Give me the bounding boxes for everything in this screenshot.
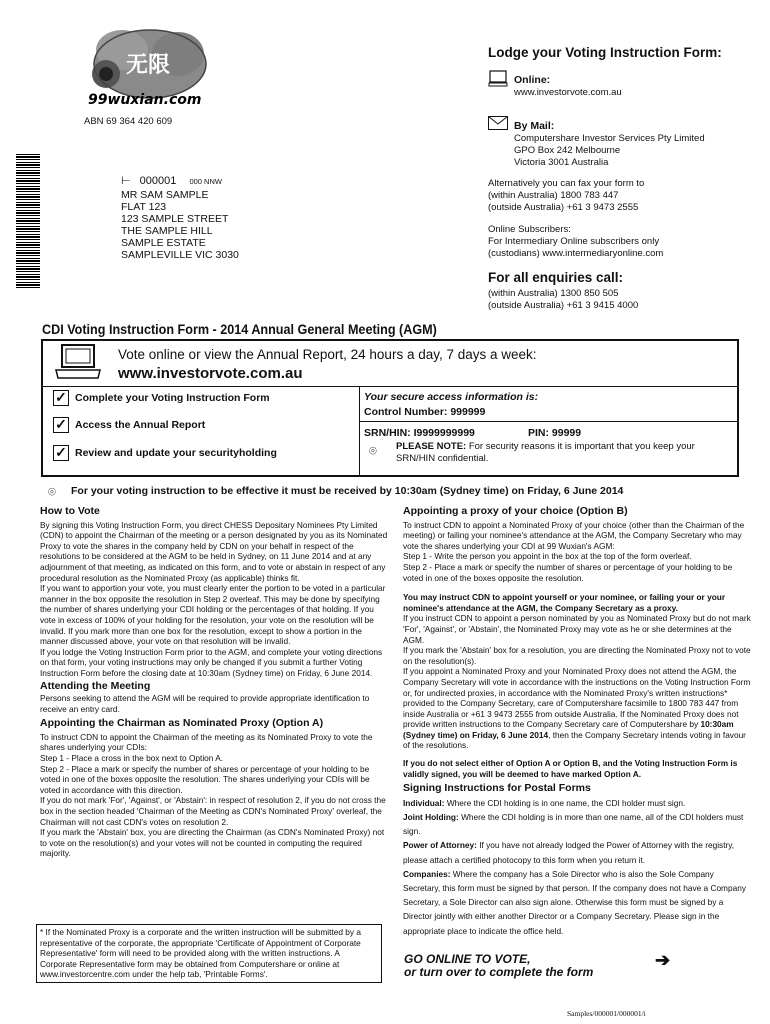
deadline-alert-icon: ⌾ (48, 484, 56, 499)
fax-info (488, 178, 644, 214)
vote-online-text: Vote online or view the Annual Report, 24 hours a day, 7 days a week: (118, 347, 537, 362)
signing-label: Power of Attorney: (403, 840, 477, 851)
address-line: FLAT 123 (121, 201, 167, 213)
fax-line: (outside Australia) +61 3 9473 2555 (488, 202, 639, 213)
turn-over-text: or turn over to complete the form (404, 965, 594, 979)
address-line: SAMPLE ESTATE (121, 237, 206, 249)
logo-site-text: 99wuxian.com (88, 92, 202, 108)
access-title: Your secure access information is: (364, 391, 539, 403)
fax-line: Alternatively you can fax your form to (488, 178, 645, 189)
signing-title: Signing Instructions for Postal Forms (403, 782, 591, 795)
chairman-paragraph: Step 1 - Place a cross in the box next to Option A. (40, 753, 224, 764)
chairman-paragraph: To instruct CDN to appoint the Chairman of the meeting as its Nominated Proxy to vote the shares underlying your CDIs: (40, 731, 373, 753)
go-online-text: GO ONLINE TO VOTE, (404, 952, 531, 966)
address-line: 123 SAMPLE STREET (121, 213, 229, 225)
signing-label: Companies: (403, 868, 451, 879)
form-title: CDI Voting Instruction Form - 2014 Annual General Meeting (AGM) (42, 321, 437, 337)
footer-code: Samples/000001/000001/i (567, 1009, 646, 1018)
abn: ABN 69 364 420 609 (84, 116, 173, 127)
chairman-paragraph: If you do not mark 'For', 'Against', or 'Abstain': in respect of resolution 2, if you do not cross the box in the section headed 'Chairman of the Meeting as CDN's Nominated Proxy' overleaf, the Chairman will not cast CDN's votes on resolution 2. (40, 795, 386, 827)
address-line: SAMPLEVILLE VIC 3030 (121, 249, 239, 261)
footnote-box: * If the Nominated Proxy is a corporate and the written instruction will be submitted by a representative of the corporate, the appropriate 'Certificate of Appointment of Corporate Representative' form will need to be provided along with the written instructions. A Corporate Representative form may be obtained from Computershare or online at www.investorcentre.com under the help tab, 'Printable Forms'. (36, 924, 382, 983)
signing-text: Where the company has a Sole Director who is also the Sole Company Secretary, this form must be signed by that person. If the company does not have a Company Secretary, a Sole Director can also sign alone. Otherwise this form must be signed by a Director jointly with either another Director or a Company Secretary. Please sign in the appropriate place to indicate the office held. (403, 868, 746, 936)
how-paragraph: If you lodge the Voting Instruction Form prior to the AGM, and complete your voting directions on that form, your voting instructions may only be changed if you submit a further Voting Instruction Form before the closing date at 10:30am (Sydney time) on Friday, 6 June 2014. (40, 646, 383, 678)
signing-text: Where the CDI holding is in more than one name, all of the CDI holders must sign. (403, 812, 744, 837)
box-vertical-divider (359, 386, 360, 477)
how-to-vote-title: How to Vote (40, 505, 100, 517)
mail-address (514, 133, 705, 169)
chairman-paragraph: Step 2 - Place a mark or specify the number of shares or percentage of your holding to be voted in one of the boxes opposite the resolution. The shares underlying your CDIs will be voted in accordance with this direction. (40, 763, 370, 795)
signing-individual (403, 796, 753, 810)
check-item-report (53, 417, 205, 433)
mail-label: By Mail: (514, 120, 555, 132)
proxy-paragraph: Step 1 - Write the person you appoint in the box at the top of the form overleaf. (403, 551, 692, 562)
holder-ref-small: 000 NNW (189, 177, 222, 186)
note-label: PLEASE NOTE: (396, 441, 467, 452)
enquiries-title: For all enquiries call: (488, 270, 624, 285)
mail-line: Computershare Investor Services Pty Limited (514, 133, 705, 144)
lodge-title: Lodge your Voting Instruction Form: (488, 45, 722, 60)
proxy-paragraph: If you mark the 'Abstain' box for a resolution, you are directing the Nominated Proxy not to vote on the resolution(s). (403, 645, 751, 666)
logo-chinese-text: 无限 (126, 53, 171, 78)
address-line: THE SAMPLE HILL (121, 225, 213, 237)
signing-companies (403, 867, 753, 938)
holder-ref (121, 174, 222, 187)
signing-block (403, 796, 753, 938)
computer-icon (488, 70, 508, 93)
holder-address (121, 189, 239, 261)
proxy-bold-paragraph: If you do not select either of Option A or Option B, and the Voting Instruction Form is validly signed, you will be deemed to have marked Option A. (403, 758, 738, 779)
chairman-paragraph: If you mark the 'Abstain' box, you are directing the Chairman (as CDN's Nominated Proxy) not to vote on the resolution(s) and your votes will not be counted in computing the required majority. (40, 827, 385, 859)
signing-poa (403, 838, 753, 866)
signing-joint (403, 810, 753, 838)
mail-line: Victoria 3001 Australia (514, 157, 609, 168)
how-paragraph: By signing this Voting Instruction Form, you direct CHESS Depositary Nominees Pty Limited (CDN) to appoint the Chairman of the meeting or a person designated by you as its Nominated Proxy to vote the shares in the company held by CDN on your behalf in respect of the resolutions to be considered at the AGM to be held in Sydney, on 11 June 2014 and at any adjournment of that meeting, as indicated on this form, and to vote or abstain in respect of any procedural resolution as the Nominated Proxy (as applicable) thinks fit. (40, 519, 388, 583)
checkmark-icon: ✓ (53, 417, 69, 433)
box-url[interactable]: www.investorvote.com.au (118, 365, 303, 382)
right-column (403, 506, 753, 938)
attending-title: Attending the Meeting (40, 679, 151, 692)
proxy-paragraph: Step 2 - Place a mark or specify the number of shares or percentage of your holding to be voted in one of the boxes opposite the resolution. (403, 561, 733, 583)
online-label: Online: (514, 74, 551, 86)
check-item-review (53, 445, 277, 461)
signing-label: Joint Holding: (403, 812, 459, 823)
left-column (40, 506, 390, 859)
proxy-bold-paragraph: You may instruct CDN to appoint yourself or your nominee, or failing your or your nominee's attendance at the AGM, the Company Secretary as a proxy. (403, 592, 726, 613)
attending-paragraph: Persons seeking to attend the AGM will be required to provide appropriate identification to receive an entry card. (40, 693, 370, 714)
mail-line: GPO Box 242 Melbourne (514, 145, 621, 156)
check-item-complete (53, 390, 270, 406)
intermediary-line: (custodians) www.intermediaryonline.com (488, 248, 664, 259)
security-note (396, 441, 731, 464)
pin: PIN: 99999 (528, 427, 582, 439)
chairman-title: Appointing the Chairman as Nominated Proxy (Option A) (40, 717, 324, 730)
enquiries-info (488, 288, 638, 312)
intermediary-info (488, 224, 663, 260)
intermediary-line: Online Subscribers: (488, 224, 571, 235)
signing-label: Individual: (403, 797, 445, 808)
holder-ref-number: 000001 (139, 175, 177, 187)
check-label: Complete your Voting Instruction Form (75, 391, 270, 404)
proxy-text: If you appoint a Nominated Proxy and your Nominated Proxy does not attend the AGM, the Company Secretary will vote in accordance with the instructions on the Voting Instruction Form or, for undirected proxies, in accordance with the Nominated Proxy's written instructions* provided to the Company Secretary, care of Computershare facsimile to 1800 783 447 from inside Australia or +61 3 9473 2555 from outside Australia. If the Nominated Proxy does not provide written instructions to the Company Secretary care of Computershare by (403, 666, 751, 730)
enquiries-line: (within Australia) 1300 850 505 (488, 288, 619, 299)
address-line: MR SAM SAMPLE (121, 189, 209, 201)
proxy-paragraph: To instruct CDN to appoint a Nominated Proxy of your choice (other than the Chairman of the meeting) or failing your nominee's attendance at the AGM, the Company Secretary who may vote the shares underlying your CDI at 99 Wuxian's AGM: (403, 519, 745, 551)
laptop-icon (54, 343, 102, 388)
arrow-right-icon: ➔ (655, 950, 671, 970)
alert-icon: ⌾ (369, 443, 377, 458)
checkmark-icon: ✓ (53, 390, 69, 406)
deadline-text: For your voting instruction to be effective it must be received by 10:30am (Sydney time) on Friday, 6 June 2014 (71, 485, 624, 497)
proxy-paragraph: If you instruct CDN to appoint a person nominated by you as Nominated Proxy but do not mark 'For', 'Against', or 'Abstain', the Nominated Proxy may vote as he or she determines at the AGM. (403, 613, 751, 645)
srn-hin: SRN/HIN: I9999999999 (364, 427, 475, 439)
proxy-title: Appointing a proxy of your choice (Option B) (403, 505, 628, 517)
envelope-icon (488, 116, 508, 135)
online-url[interactable]: www.investorvote.com.au (514, 87, 622, 98)
note-text: For security reasons it is important that you keep your SRN/HIN confidential. (396, 441, 695, 464)
ref-marker-icon: ⊢ (121, 175, 131, 187)
signing-text: If you have not already lodged the Power of Attorney with the registry, please attach a certified photocopy to this form when you return it. (403, 840, 735, 865)
control-number: Control Number: 999999 (364, 406, 486, 418)
checkmark-icon: ✓ (53, 445, 69, 461)
check-label: Review and update your securityholding (75, 446, 277, 459)
proxy-text: , then the Company Secretary intends voting in favour of the resolutions. (403, 729, 746, 751)
fax-line: (within Australia) 1800 783 447 (488, 190, 619, 201)
intermediary-line: For Intermediary Online subscribers only (488, 236, 660, 247)
barcode (16, 154, 40, 290)
how-paragraph: If you want to apportion your vote, you must clearly enter the portion to be voted in a particular manner in the box opposite the resolution in Step 2 overleaf. This may be done by specifying the number of shares underlying your CDI holding or the percentages of that holding. If you vote in excess of 100% of your holding for the resolution, your vote on the resolution will be invalid. If you mark more than one box for the resolution, except to show a portion in the manner discussed above, your vote on that resolution will be invalid. (40, 583, 386, 647)
access-divider (359, 421, 739, 422)
proxy-deadline: 10:30am (Sydney time) on Friday, 6 June 2014 (403, 719, 734, 740)
proxy-paragraph (403, 666, 753, 751)
check-label: Access the Annual Report (75, 418, 206, 431)
box-divider (41, 386, 739, 387)
enquiries-line: (outside Australia) +61 3 9415 4000 (488, 300, 639, 311)
signing-text: Where the CDI holding is in one name, the CDI holder must sign. (446, 797, 686, 808)
